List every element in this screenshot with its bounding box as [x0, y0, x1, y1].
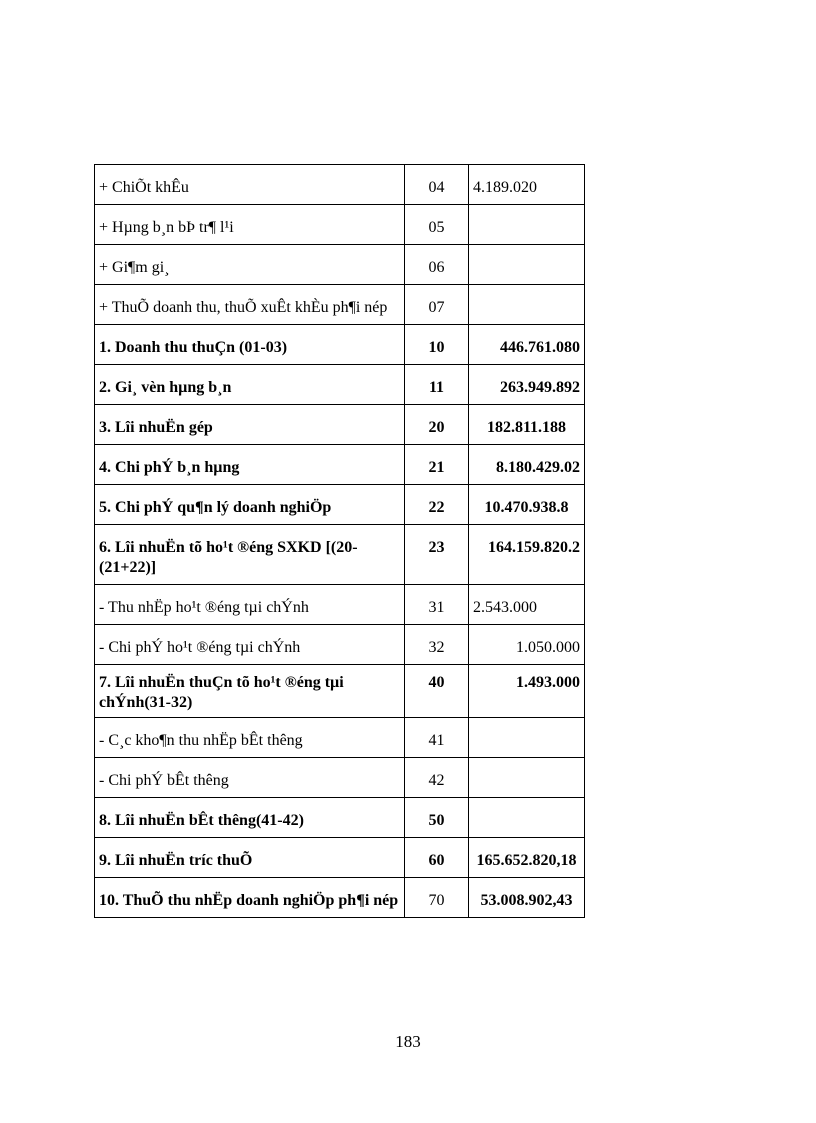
row-code: 23 [405, 525, 469, 585]
row-value: 263.949.892 [469, 365, 585, 405]
row-code: 04 [405, 165, 469, 205]
table-row [95, 758, 585, 798]
row-value [469, 718, 585, 758]
row-label: 7. Lîi nhuËn thuÇn tõ ho¹t ®éng tµi chÝnh(31-32) [95, 665, 405, 718]
row-value: 10.470.938.8 [469, 485, 585, 525]
row-code: 21 [405, 445, 469, 485]
row-value [469, 285, 585, 325]
row-code: 41 [405, 718, 469, 758]
table-row [95, 325, 585, 365]
table-row [95, 485, 585, 525]
row-label: - Chi phÝ ho¹t ®éng tµi chÝnh [95, 625, 405, 665]
row-code: 10 [405, 325, 469, 365]
row-label: - Chi phÝ bÊt thêng [95, 758, 405, 798]
row-label: + Gi¶m gi¸ [95, 245, 405, 285]
row-value: 4.189.020 [469, 165, 585, 205]
table-row [95, 165, 585, 205]
table-row [95, 245, 585, 285]
row-value: 8.180.429.02 [469, 445, 585, 485]
table-row [95, 205, 585, 245]
row-code: 11 [405, 365, 469, 405]
row-label: 5. Chi phÝ qu¶n lý doanh nghiÖp [95, 485, 405, 525]
row-code: 32 [405, 625, 469, 665]
row-label: - C¸c kho¶n thu nhËp bÊt thêng [95, 718, 405, 758]
row-label: 4. Chi phÝ b¸n hµng [95, 445, 405, 485]
row-value [469, 245, 585, 285]
row-value: 1.050.000 [469, 625, 585, 665]
row-code: 50 [405, 798, 469, 838]
table-body [95, 165, 585, 918]
row-value: 164.159.820.2 [469, 525, 585, 585]
table-row [95, 365, 585, 405]
table-row [95, 445, 585, 485]
row-value [469, 758, 585, 798]
row-label: 9. Lîi nhuËn tríc thuÕ [95, 838, 405, 878]
row-code: 05 [405, 205, 469, 245]
row-label: 3. Lîi nhuËn gép [95, 405, 405, 445]
row-code: 06 [405, 245, 469, 285]
row-value: 1.493.000 [469, 665, 585, 718]
income-statement-table [94, 164, 585, 918]
table-row [95, 878, 585, 918]
table-row [95, 285, 585, 325]
table-row [95, 798, 585, 838]
row-value: 2.543.000 [469, 585, 585, 625]
row-code: 70 [405, 878, 469, 918]
row-value: 165.652.820,18 [469, 838, 585, 878]
row-label: + ChiÕt khÊu [95, 165, 405, 205]
row-code: 31 [405, 585, 469, 625]
row-code: 07 [405, 285, 469, 325]
row-value [469, 205, 585, 245]
row-label: 6. Lîi nhuËn tõ ho¹t ®éng SXKD [(20-(21+22)] [95, 525, 405, 585]
row-code: 60 [405, 838, 469, 878]
table-row [95, 838, 585, 878]
table-row [95, 665, 585, 718]
row-value: 182.811.188 [469, 405, 585, 445]
table-row [95, 405, 585, 445]
row-code: 20 [405, 405, 469, 445]
row-value: 53.008.902,43 [469, 878, 585, 918]
table-row [95, 525, 585, 585]
row-label: - Thu nhËp ho¹t ®éng tµi chÝnh [95, 585, 405, 625]
table-row [95, 625, 585, 665]
row-value: 446.761.080 [469, 325, 585, 365]
row-value [469, 798, 585, 838]
page-number: 183 [395, 1032, 421, 1051]
row-label: + ThuÕ doanh thu, thuÕ xuÊt khÈu ph¶i nép [95, 285, 405, 325]
table-row [95, 585, 585, 625]
row-label: 1. Doanh thu thuÇn (01-03) [95, 325, 405, 365]
row-code: 40 [405, 665, 469, 718]
table-row [95, 718, 585, 758]
row-label: 8. Lîi nhuËn bÊt thêng(41-42) [95, 798, 405, 838]
row-label: + Hµng b¸n bÞ tr¶ l¹i [95, 205, 405, 245]
row-code: 42 [405, 758, 469, 798]
row-label: 10. ThuÕ thu nhËp doanh nghiÖp ph¶i nép [95, 878, 405, 918]
row-code: 22 [405, 485, 469, 525]
row-label: 2. Gi¸ vèn hµng b¸n [95, 365, 405, 405]
